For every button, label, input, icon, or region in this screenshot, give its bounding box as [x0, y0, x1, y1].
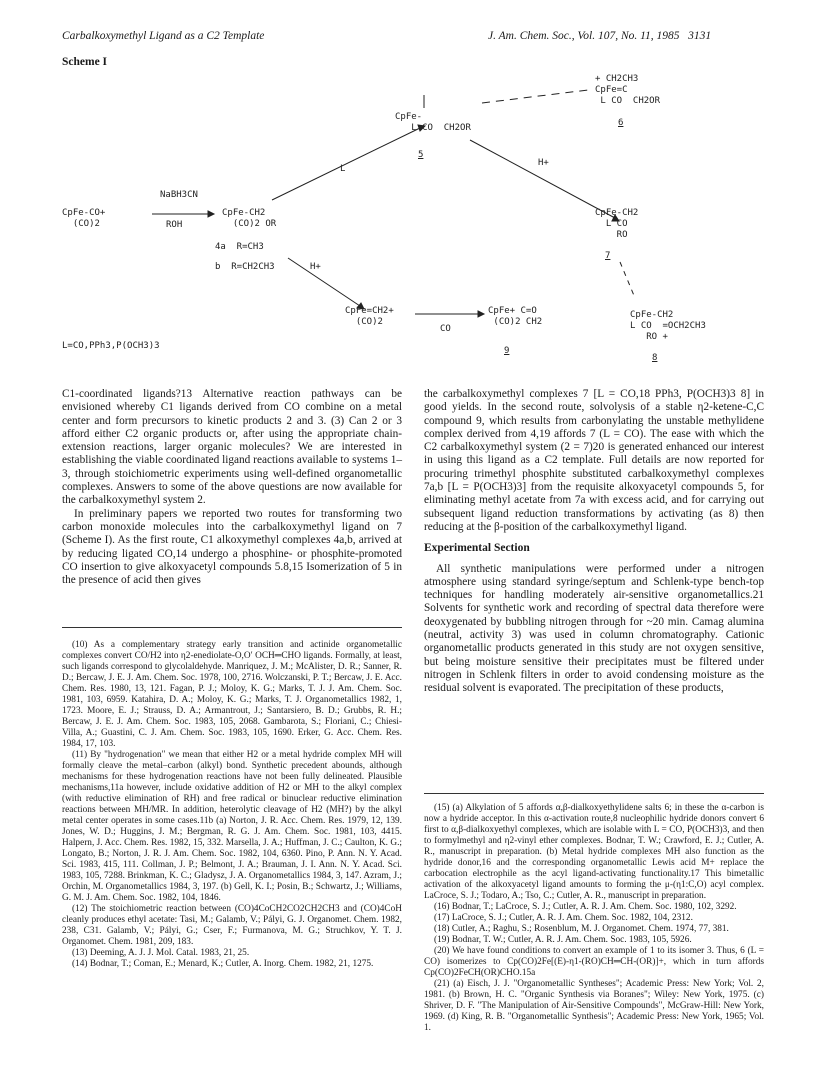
footnotes-right	[424, 803, 764, 1034]
right-column-body	[424, 388, 764, 696]
footnote: (15) (a) Alkylation of 5 affords α,β-dialkoxyethylidene salts 6; in these the α-carbon is now a hydride acceptor. In this α-activation route,8 nucleophilic hydride donors convert 6 first to α,β-dialkoxyethyl complexes, which are isolable with L = CO, P(OCH3)3, and then to formylmethyl and η2-vinyl ether complexes. Bodnar, T. W.; Crawford, E. J.; Cutler, A. R., manuscript in preparation. (b) Metal hydride complexes MH also function as the hydride donor,16 and the corresponding organometallic Lewis acid M+ replace the carbocation electrophile as the acyl ligand-activating functionality.17 This bimetallic activation of the alkoxyacetyl ligand amounts to forming the μ-(η1:C,O) acyl complex. LaCroce, S. J.; Todaro, A.; Tso, C.; Cutler, A. R., manuscript in preparation.	[424, 803, 764, 901]
footnote: (19) Bodnar, T. W.; Cutler, A. R. J. Am. Chem. Soc. 1983, 105, 5926.	[434, 935, 692, 945]
starting-cation: CpFe-CO+ (CO)2	[62, 208, 106, 229]
footnote: (20) We have found conditions to convert an example of 1 to its isomer 3. Thus, 6 (L = CO) isomerizes to Cp(CO)2Fe[(E)-η1-(RO)CH═CH-(OR)]+, which in turn affords Cp(CO)2FeCH(OR)CHO.15a	[424, 946, 764, 978]
dashed-arrow-to-8	[620, 262, 635, 298]
compound-5-number: 5	[418, 150, 424, 160]
compound-9-number: 9	[504, 346, 510, 356]
arrow-to-methylene	[288, 258, 360, 306]
footnote-rule-right	[424, 793, 764, 794]
compound-7: CpFe-CH2 L CO RO	[595, 208, 639, 240]
citation-text: J. Am. Chem. Soc., Vol. 107, No. 11, 1985	[488, 30, 680, 42]
compound-4a-label: 4a R=CH3	[215, 242, 264, 252]
ligand-definition: L=CO,PPh3,P(OCH3)3	[62, 341, 160, 351]
footnote-rule-left	[62, 627, 402, 628]
h-plus-label-1: H+	[310, 262, 321, 272]
compound-6: + CH2CH3 CpFe=C L CO CH2OR	[595, 74, 661, 106]
paragraph: C1-coordinated ligands?13 Alternative reaction pathways can be envisioned whereby C1 ligands derived from CO combine on a metal center and form precursors to kinetic products 2 and 3. (3) Can 2 or 3 afford either C2 organic products or, after using the appropriate chain-extension reactions, larger organic molecules? We are interested in establishing the viable coordinated ligand reactions available to systems 1–3, through stoichiometric experiments using well-defined organometallic complexes. Answers to some of the above questions are now available for the carbalkoxymethyl system 2.	[62, 388, 402, 507]
reagent-nabh3cn: NaBH3CN	[160, 190, 198, 200]
scheme-title: Scheme I	[62, 56, 108, 68]
page-number: 3131	[688, 30, 712, 42]
paragraph: In preliminary papers we reported two routes for transforming two carbon monoxide molecules into the carbalkoxymethyl ligand on 7 (Scheme I). As the first route, C1 alkoxymethyl complexes 4a,b, arrived at by reducing ligated CO,14 undergo a phosphine- or phosphite-promoted CO insertion to give alkoxyacetyl compounds 5.8,15 Isomerization of 5 in the presence of acid then gives	[62, 507, 402, 587]
footnote: (13) Deeming, A. J. J. Mol. Catal. 1983, 21, 25.	[72, 948, 250, 958]
arrowhead	[478, 311, 484, 317]
compound-4b-label: b R=CH2CH3	[215, 262, 275, 272]
ligand-L-label: L	[340, 164, 346, 174]
footnote: (14) Bodnar, T.; Coman, E.; Menard, K.; Cutler, A. Inorg. Chem. 1982, 21, 1275.	[72, 959, 374, 969]
left-column-body	[62, 388, 402, 587]
dashed-arrow-to-6	[482, 90, 588, 103]
footnote: (10) As a complementary strategy early transition and actinide organometallic complexes convert CO/H2 into η2-enediolate-O,O′ OCH═CHO ligands. Formally, at least, such ligands correspond to glycolaldehyde. Manriquez, J. M.; McAlister, D. R.; Sanner, R. D.; Bercaw, J. E. J. Am. Chem. Soc. 1978, 100, 2716. Wolczanski, P. T.; Bercaw, J. E. Acc. Chem. Res. 1980, 13, 121. Fagan, P. J.; Moloy, K. G.; Marks, T. J. J. Am. Chem. Soc. 1981, 103, 6959. Katahira, D. A.; Moloy, K. G.; Marks, T. J. Organometallics 1982, 1, 1723. Moore, E. J.; Strauss, D. A.; Armantrout, J.; Santarsiero, B. D.; Grubbs, R. H.; Bercaw, J. E. J. Am. Chem. Soc. 1983, 105, 2068. Gambarota, S.; Floriani, C.; Chiesi-Villa, A.; Guastini, C. J. Am. Chem. Soc. 1983, 105, 1690. Erker, G. Acc. Chem. Res. 1984, 17, 103.	[62, 640, 402, 749]
compound-5: CpFe- L CO CH2OR	[395, 112, 471, 133]
arrowhead	[208, 211, 214, 217]
footnote: (21) (a) Eisch, J. J. "Organometallic Syntheses"; Academic Press: New York; Vol. 2, 1981. (b) Brown, H. C. "Organic Synthesis via Boranes"; Wiley: New York, 1975. (c) Shriver, D. F. "The Manipulation of Air-Sensitive Compounds", McGraw-Hill: New York, 1969. (d) King, R. B. "Organometallic Synthesis"; Academic Press: New York, 1965; Vol. 1.	[424, 979, 764, 1033]
footnote: (11) By "hydrogenation" we mean that either H2 or a metal hydride complex MH will formally cleave the metal–carbon (alkyl) bond. Synthetic precedent abounds, although mechanisms for these hydrogenation reactions have not been fully delineated. Plausible mechanisms,11a however, include oxidative addition of H2 or MH to the alkyl complex (with reductive elimination of RH) and free radical or binuclear reductive elimination reactions between MH/MR. In addition, heterolytic cleavage of H2 (MH?) by the alkyl metal center operates in some cases.11b (a) Norton, J. R. Acc. Chem. Res. 1979, 12, 139. Jones, W. D.; Huggins, J. M.; Bergman, R. G. J. Am. Chem. Soc. 1981, 103, 4415. Halpern, J. Acc. Chem. Res. 1982, 15, 332. Marsella, J. A.; Huffman, J. C.; Caulton, K. G.; Longato, B.; Norton, J. R. J. Am. Chem. Soc. 1982, 104, 6360. Pino, P. Ann. N. Y. Acad. Sci. 1983, 415, 111. Collman, J. P.; Belmont, J. A.; Brauman, J. I. Ann. N. Y. Acad. Sci. 1983, 105, 7288. Brinkman, K. C.; Gladysz, J. A. Organometallics 1984, 3, 147. Azram, J.; Orchin, M. Organometallics 1984, 3, 197. (b) Gell, K. I.; Posin, B.; Schwartz, J.; Williams, G. M. J. Am. Chem. Soc. 1982, 104, 1846.	[62, 750, 402, 903]
running-title: Carbalkoxymethyl Ligand as a C2 Template	[62, 30, 265, 42]
footnote: (12) The stoichiometric reaction between (CO)4CoCH2CO2CH2CH3 and (CO)4CoH cleanly produces ethyl acetate: Tasi, M.; Galamb, V.; Pályi, G. J. Organomet. Chem. 1982, 238, C31. Galamb, V.; Pályi, G.; Cser, F.; Furmanova, M. G.; Struchkov, Y. T. J. Organomet. Chem. 1981, 209, 183.	[62, 904, 402, 947]
footnote: (16) Bodnar, T.; LaCroce, S. J.; Cutler, A. R. J. Am. Chem. Soc. 1980, 102, 3292.	[434, 902, 737, 912]
compound-6-number: 6	[618, 118, 624, 128]
compound-4: CpFe-CH2 (CO)2 OR	[222, 208, 277, 229]
paragraph: All synthetic manipulations were performed under a nitrogen atmosphere using standard syringe/septum and Schlenk-type bench-top techniques for handling moderately air-sensitive organometallics.21 Solvents for synthetic work and recording of spectral data therefore were deoxygenated by bubbling nitrogen through for ~20 min. Camag alumina (neutral, activity 3) was used in column chromatography. Cationic organometallic products generated in this study are not oxygen sensitive, but being moisture sensitive their precipitates must be filtered under nitrogen in Schlenk filters in order to avoid condensing moisture as the residual solvent is evaporated. The precipitation of these products,	[424, 562, 764, 695]
section-heading: Experimental Section	[424, 542, 530, 555]
reagent-roh: ROH	[166, 220, 183, 230]
paragraph: the carbalkoxymethyl complexes 7 [L = CO,18 PPh3, P(OCH3)3 8] in good yields. In the second route, solvolysis of a stable η2-ketene-C,C compound 9, which results from carbonylating the unstable methylidene complex derived from 4,19 affords 7 (L = CO). The ease with which the C2 carbalkoxymethyl system (2 = 7)20 is generated enhanced our interest in using this ligand as a C2 template. Full details are now reported for procuring trimethyl phosphite substituted carbalkoxymethyl complexes 7a,b [L = P(OCH3)3] from the requisite alkoxyacetyl compounds 5, for eliminating methyl acetate from 7a with excess acid, and for carrying out subsequent ligand reduction transformations by activating (as 8) then reducing at the β-position of the carbalkoxymethyl ligand.	[424, 388, 764, 533]
methylidene-complex: CpFe=CH2+ (CO)2	[345, 306, 394, 327]
compound-9: CpFe+ C=O (CO)2 CH2	[488, 306, 543, 327]
footnote: (17) LaCroce, S. J.; Cutler, A. R. J. Am. Chem. Soc. 1982, 104, 2312.	[434, 913, 693, 923]
compound-7-number: 7	[605, 251, 611, 261]
h-plus-label-2: H+	[538, 158, 549, 168]
arrow-to-5	[272, 128, 420, 200]
footnote: (18) Cutler, A.; Raghu, S.; Rosenblum, M. J. Organomet. Chem. 1974, 77, 381.	[434, 924, 729, 934]
compound-8: CpFe-CH2 L CO =OCH2CH3 RO +	[630, 310, 706, 342]
compound-8-number: 8	[652, 353, 658, 363]
co-label: CO	[440, 324, 451, 334]
arrow-to-7	[470, 140, 615, 218]
footnotes-left	[62, 640, 402, 970]
